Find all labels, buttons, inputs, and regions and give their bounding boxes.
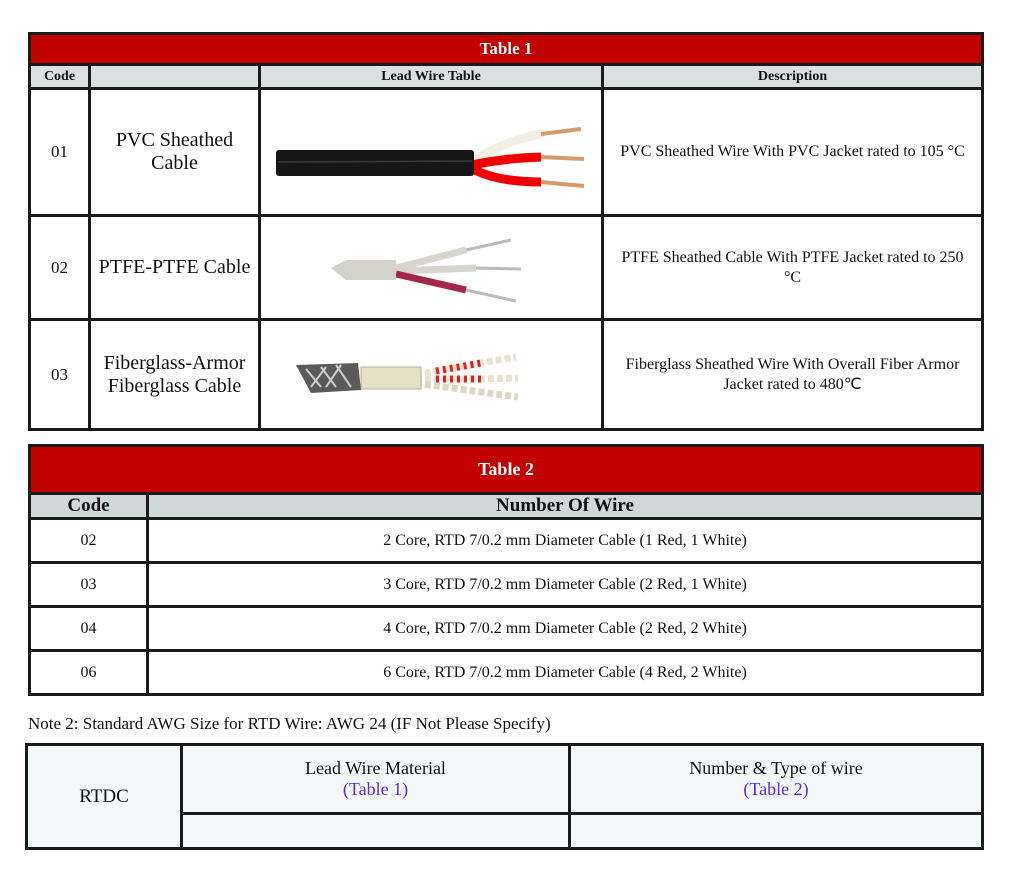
- table1-header-lead-wire: Lead Wire Table: [260, 65, 603, 89]
- lead-wire-material-header: [182, 745, 570, 814]
- row-code: 01: [30, 89, 90, 216]
- fiberglass-cable-image: [260, 320, 603, 430]
- column-label: Lead Wire Material: [305, 758, 446, 778]
- row-code: 03: [30, 563, 148, 607]
- table-row: [30, 216, 983, 320]
- ptfe-cable-image: [260, 216, 603, 320]
- table2-title: Table 2: [30, 446, 983, 494]
- table1-header-name: [90, 65, 260, 89]
- order-code-prefix: RTDC: [27, 745, 182, 849]
- awg-note: Note 2: Standard AWG Size for RTD Wire: AWG 24 (IF Not Please Specify): [28, 714, 551, 733]
- row-description: 6 Core, RTD 7/0.2 mm Diameter Cable (4 Red, 2 White): [148, 651, 983, 695]
- table-reference-link: (Table 1): [342, 779, 409, 799]
- lead-wire-table: [28, 32, 984, 431]
- table1-header-code: Code: [30, 65, 90, 89]
- row-name: Fiberglass-Armor Fiberglass Cable: [90, 320, 260, 430]
- table2-header-number-of-wire: Number Of Wire: [148, 494, 983, 519]
- pvc-sheathed-cable-image: [260, 89, 603, 216]
- table-row: [30, 607, 983, 651]
- row-name: PVC Sheathed Cable: [90, 89, 260, 216]
- table-row: [30, 89, 983, 216]
- row-name: PTFE-PTFE Cable: [90, 216, 260, 320]
- row-code: 02: [30, 216, 90, 320]
- column-label: Number & Type of wire: [689, 758, 863, 778]
- row-description: Fiberglass Sheathed Wire With Overall Fiber Armor Jacket rated to 480℃: [603, 320, 983, 430]
- row-code: 02: [30, 519, 148, 563]
- row-description: 2 Core, RTD 7/0.2 mm Diameter Cable (1 Red, 1 White): [148, 519, 983, 563]
- number-type-wire-header: [570, 745, 983, 814]
- table-row: [30, 563, 983, 607]
- table-row: [30, 320, 983, 430]
- table2-header-code: Code: [30, 494, 148, 519]
- table1-header-description: Description: [603, 65, 983, 89]
- table1-title: Table 1: [30, 34, 983, 65]
- row-description: PVC Sheathed Wire With PVC Jacket rated to 105 °C: [603, 89, 983, 216]
- table-row: [30, 651, 983, 695]
- order-code-table: [25, 743, 984, 850]
- number-of-wire-table: [28, 444, 984, 696]
- row-description: PTFE Sheathed Cable With PTFE Jacket rated to 250 °C: [603, 216, 983, 320]
- row-code: 03: [30, 320, 90, 430]
- table-row: [30, 519, 983, 563]
- row-description: 3 Core, RTD 7/0.2 mm Diameter Cable (2 Red, 1 White): [148, 563, 983, 607]
- row-code: 06: [30, 651, 148, 695]
- lead-wire-material-value: [182, 814, 570, 849]
- row-description: 4 Core, RTD 7/0.2 mm Diameter Cable (2 Red, 2 White): [148, 607, 983, 651]
- number-type-wire-value: [570, 814, 983, 849]
- table-reference-link: (Table 2): [743, 779, 809, 799]
- row-code: 04: [30, 607, 148, 651]
